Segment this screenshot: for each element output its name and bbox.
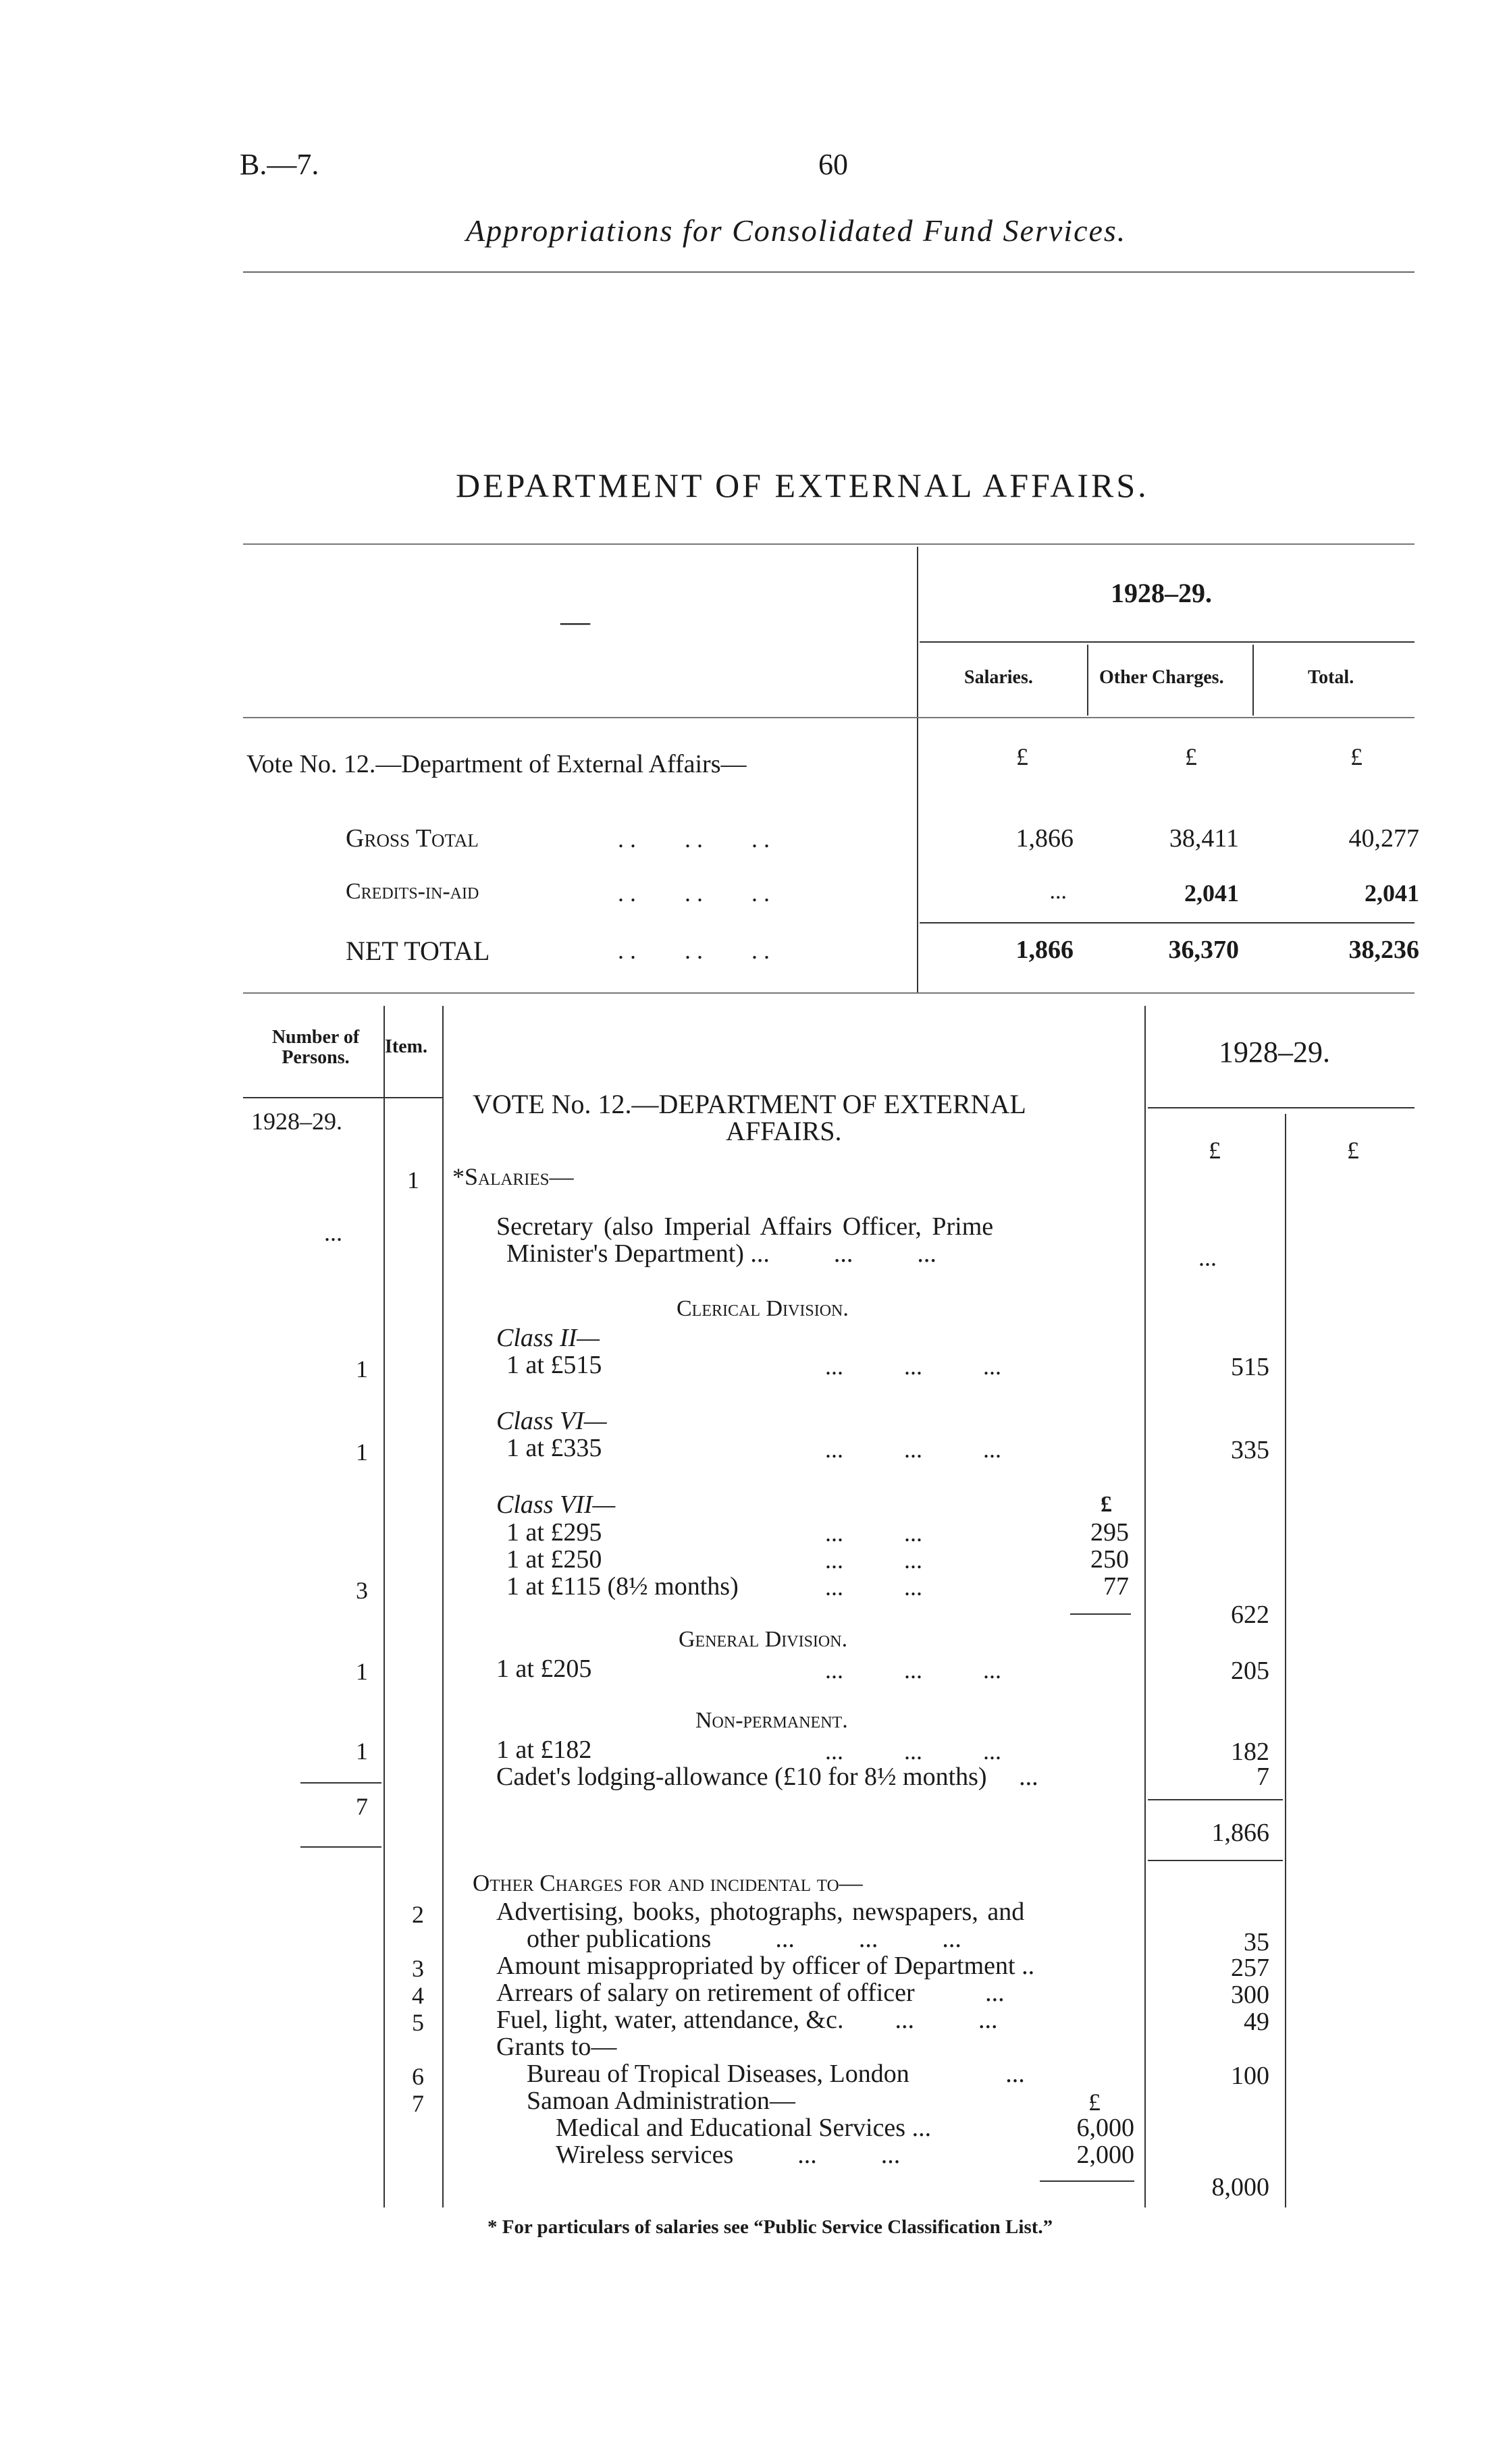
item-number: 4: [412, 1982, 424, 2009]
persons-count: 1: [356, 1356, 368, 1383]
item-number: 1: [407, 1167, 419, 1194]
leader-dots: ... ...: [825, 1520, 922, 1547]
other-charge-text: Bureau of Tropical Diseases, London ...: [527, 2060, 1025, 2088]
leader-dots: ... ... ...: [825, 1657, 1001, 1684]
summary-col-rule-2: [1252, 645, 1254, 716]
summary-currency-salaries: £: [1016, 743, 1028, 770]
summary-other-value: 38,411: [1169, 824, 1239, 853]
vote-title: VOTE No. 12.—DEPARTMENT OF EXTERNAL: [473, 1089, 1026, 1119]
salaries-heading: *Salaries—: [452, 1163, 574, 1190]
page-reference: B.—7.: [240, 148, 319, 181]
salaries-sum-rule: [1148, 1799, 1283, 1800]
summary-col-salaries: Salaries.: [964, 667, 1033, 688]
item-number: 3: [412, 1955, 424, 1982]
persons-count: ...: [324, 1219, 342, 1246]
class-line: 1 at £250: [506, 1545, 602, 1574]
summary-total-value: 38,236: [1348, 936, 1419, 964]
class-line: 1 at £115 (8½ months): [506, 1572, 739, 1601]
amount-value: 35: [1244, 1928, 1269, 1956]
class-label: Class VII—: [496, 1491, 616, 1519]
amount-value: 622: [1231, 1601, 1269, 1629]
summary-salaries-value: 1,866: [1015, 824, 1074, 853]
item-number: 5: [412, 2009, 424, 2036]
salaries-total-rule: [1148, 1860, 1283, 1861]
leader-dots: ... ... ...: [825, 1738, 1001, 1765]
secretary-line: Secretary (also Imperial Affairs Officer, Prime: [496, 1212, 994, 1241]
inner-amount: 250: [1090, 1545, 1129, 1574]
page-number: 60: [818, 148, 848, 181]
amount-value: 182: [1231, 1738, 1269, 1766]
inner-amount: 6,000: [1076, 2114, 1134, 2142]
summary-header-rule: [243, 717, 1415, 718]
summary-subtotal-rule: [920, 922, 1415, 923]
summary-salaries-value: ...: [1049, 879, 1067, 904]
summary-row-dots: . . . . . .: [618, 826, 770, 853]
class-line: 1 at £295: [506, 1518, 602, 1547]
other-charge-text: Medical and Educational Services ...: [556, 2114, 932, 2142]
detail-col-rule-amount: [1144, 1006, 1146, 2207]
summary-bottom-rule: [243, 992, 1415, 994]
class7-sum-rule: [1070, 1613, 1131, 1615]
inner-currency: £: [1101, 1492, 1112, 1517]
persons-total: 7: [356, 1793, 368, 1820]
other-charge-text: Arrears of salary on retirement of officer ...: [496, 1979, 1005, 2007]
summary-currency-other: £: [1185, 743, 1197, 770]
amount-value: 205: [1231, 1657, 1269, 1685]
amount-value: 257: [1231, 1954, 1269, 1982]
summary-top-rule: [243, 543, 1415, 545]
summary-col-other: Other Charges.: [1099, 667, 1224, 688]
department-title: DEPARTMENT OF EXTERNAL AFFAIRS.: [456, 466, 1149, 504]
inner-amount: 77: [1103, 1572, 1129, 1601]
header-rule: [243, 271, 1415, 273]
amount-value: 100: [1231, 2062, 1269, 2090]
leader-dots: ... ... ...: [825, 1436, 1001, 1463]
summary-row-dots: . . . . . .: [618, 937, 770, 964]
page-subtitle: Appropriations for Consolidated Fund Services.: [466, 213, 1127, 248]
item-number: 2: [412, 1901, 424, 1928]
general-heading: General Division.: [679, 1627, 848, 1652]
col-header-persons: Number of Persons.: [271, 1027, 360, 1068]
samoa-sum-rule: [1040, 2180, 1134, 2182]
summary-row-label: NET TOTAL: [346, 936, 490, 966]
class-line: Cadet's lodging-allowance (£10 for 8½ months) ...: [496, 1763, 1038, 1791]
detail-year-rule: [1148, 1107, 1415, 1108]
inner-amount: 2,000: [1076, 2141, 1134, 2169]
clerical-heading: Clerical Division.: [677, 1296, 849, 1321]
class-line: 1 at £335: [506, 1434, 602, 1462]
other-charge-text: Samoan Administration—: [527, 2087, 795, 2115]
detail-col-rule-item: [442, 1006, 444, 2207]
summary-row-label: Credits-in-aid: [346, 879, 479, 904]
persons-count: 1: [356, 1738, 368, 1765]
other-charge-text: Advertising, books, photographs, newspapers, and: [496, 1898, 1025, 1926]
currency-label: £: [1347, 1137, 1359, 1164]
other-charge-text: other publications ... ... ...: [527, 1925, 961, 1953]
persons-count: 3: [356, 1577, 368, 1604]
summary-other-value: 36,370: [1168, 936, 1239, 964]
persons-year: 1928–29.: [251, 1108, 342, 1135]
leader-dots: ... ...: [825, 1574, 922, 1601]
item-number: 6: [412, 2063, 424, 2090]
class-line: 1 at £205: [496, 1655, 592, 1683]
class-line: 1 at £182: [496, 1736, 592, 1764]
nonperm-heading: Non-permanent.: [695, 1708, 848, 1733]
amount-value: 8,000: [1211, 2173, 1269, 2201]
summary-salaries-value: 1,866: [1015, 936, 1074, 964]
persons-count: 1: [356, 1658, 368, 1685]
summary-year: 1928–29.: [1111, 578, 1212, 608]
leader-dots: ... ...: [825, 1547, 922, 1574]
amount-value: 335: [1231, 1436, 1269, 1464]
class-line: 1 at £515: [506, 1351, 602, 1379]
amount-value: 300: [1231, 1981, 1269, 2009]
summary-year-rule: [920, 641, 1415, 643]
class-label: Class VI—: [496, 1407, 607, 1435]
summary-row-dots: . . . . . .: [618, 880, 770, 907]
secretary-line: Minister's Department) ... ... ...: [506, 1239, 936, 1268]
other-charges-heading: Other Charges for and incidental to—: [473, 1870, 863, 1896]
other-charge-text: Fuel, light, water, attendance, &c. ... ...: [496, 2006, 998, 2034]
col-header-item: Item.: [385, 1036, 427, 1057]
other-charge-text: Amount misappropriated by officer of Department ..: [496, 1952, 1035, 1980]
summary-total-value: 40,277: [1348, 824, 1419, 853]
summary-divider: [917, 547, 918, 992]
item-number: 7: [412, 2090, 424, 2117]
summary-col-rule-1: [1087, 645, 1088, 716]
vote-title-cont: AFFAIRS.: [726, 1116, 842, 1146]
other-charge-text: Grants to—: [496, 2033, 617, 2061]
footnote: * For particulars of salaries see “Public Service Classification List.”: [487, 2216, 1053, 2238]
inner-amount: 295: [1090, 1518, 1129, 1547]
persons-sum-rule: [300, 1782, 381, 1784]
summary-col-total: Total.: [1308, 667, 1354, 688]
detail-year-header: 1928–29.: [1219, 1036, 1330, 1069]
summary-vote-label: Vote No. 12.—Department of External Affairs—: [246, 750, 747, 778]
amount-value: 7: [1257, 1763, 1269, 1791]
inner-currency: £: [1088, 2089, 1101, 2116]
summary-other-value: 2,041: [1184, 880, 1239, 907]
leader-dots: ... ... ...: [825, 1353, 1001, 1380]
persons-header-rule: [243, 1097, 442, 1098]
persons-count: 1: [356, 1439, 368, 1466]
class-label: Class II—: [496, 1324, 600, 1352]
amount-value: 515: [1231, 1353, 1269, 1381]
summary-dash: —: [560, 605, 590, 638]
currency-label: £: [1209, 1137, 1221, 1164]
persons-total-rule: [300, 1846, 381, 1848]
amount-value: ...: [1198, 1244, 1217, 1271]
salaries-total: 1,866: [1211, 1819, 1269, 1847]
summary-row-label: Gross Total: [346, 824, 479, 853]
summary-total-value: 2,041: [1365, 880, 1419, 907]
amount-value: 49: [1244, 2008, 1269, 2036]
other-charge-text: Wireless services ... ...: [556, 2141, 901, 2169]
detail-col-rule-persons: [384, 1006, 385, 2207]
summary-currency-total: £: [1350, 743, 1363, 770]
detail-col-rule-total: [1285, 1114, 1286, 2207]
